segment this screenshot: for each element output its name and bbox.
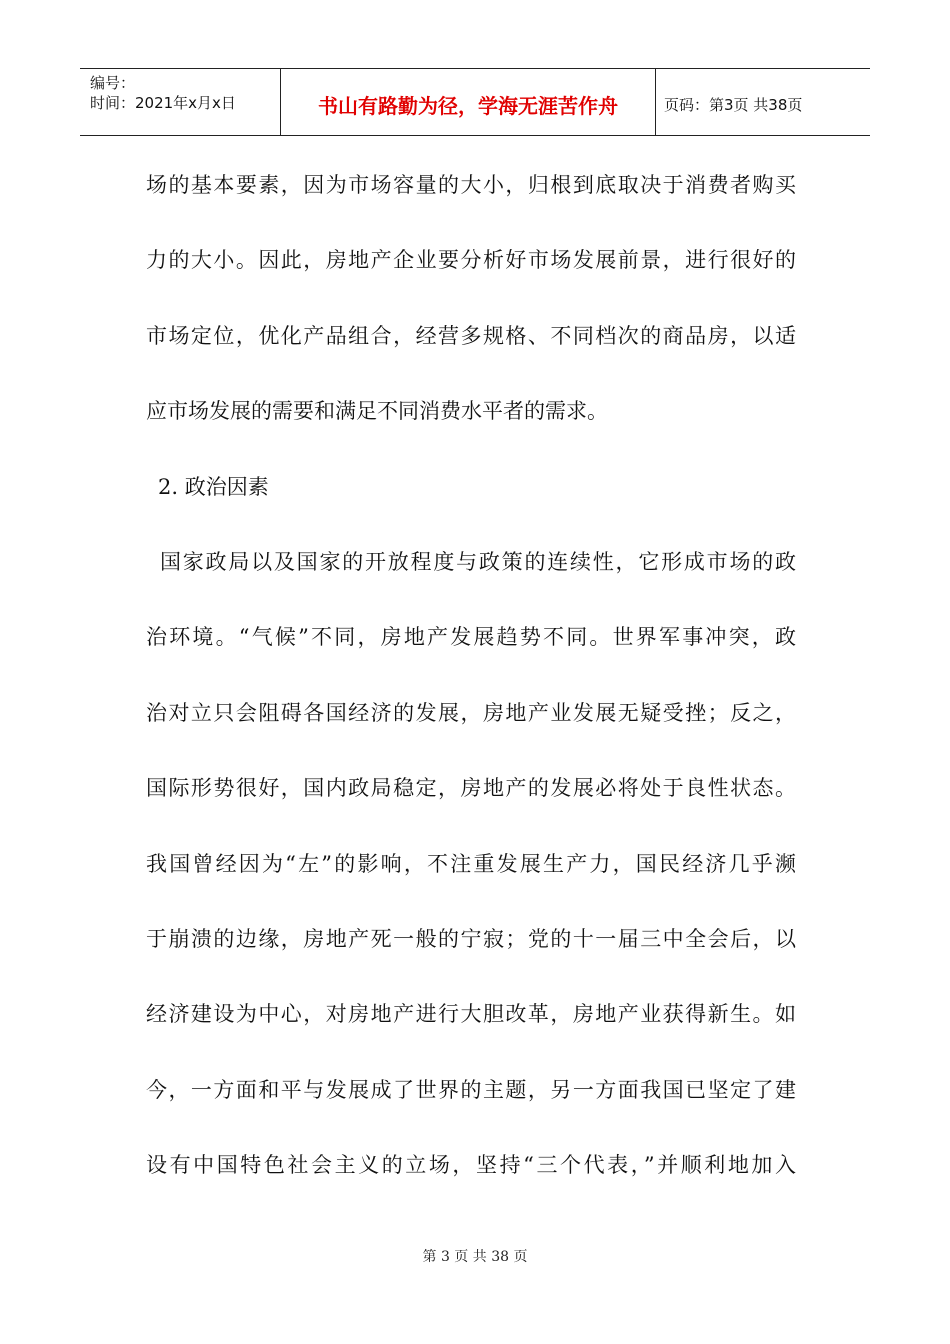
body-line: 国际形势很好，国内政局稳定，房地产的发展必将处于良性状态。 — [146, 776, 796, 801]
page-footer: 第 3 页 共 38 页 — [422, 1249, 528, 1265]
body-line: 国家政局以及国家的开放程度与政策的连续性，它形成市场的政 — [160, 549, 796, 574]
body-line: 设有中国特色社会主义的立场，坚持“三个代表，”并顺利地加入 — [146, 1153, 796, 1178]
body-line: 治环境。“气候”不同，房地产发展趋势不同。世界军事冲突，政 — [146, 625, 796, 650]
body-line: 市场定位，优化产品组合，经营多规格、不同档次的商品房，以适 — [146, 323, 796, 348]
document-body — [146, 148, 796, 1203]
body-line: 今，一方面和平与发展成了世界的主题，另一方面我国已坚定了建 — [146, 1077, 796, 1102]
body-line: 于崩溃的边缘，房地产死一般的宁寂；党的十一届三中全会后，以 — [146, 926, 796, 951]
section-heading: 2. 政治因素 — [158, 474, 269, 499]
header-motto: 书山有路勤为径，学海无涯苦作舟 — [281, 69, 656, 135]
body-line: 经济建设为中心，对房地产进行大胆改革，房地产业获得新生。如 — [146, 1002, 796, 1027]
body-line: 应市场发展的需要和满足不同消费水平者的需求。 — [146, 399, 608, 424]
body-line: 场的基本要素，因为市场容量的大小，归根到底取决于消费者购买 — [146, 173, 796, 197]
header-meta — [80, 69, 281, 135]
body-line: 治对立只会阻碍各国经济的发展，房地产业发展无疑受挫；反之， — [146, 700, 796, 725]
document-date-label: 时间：2021年x月x日 — [90, 94, 236, 112]
body-line: 力的大小。因此，房地产企业要分析好市场发展前景，进行很好的 — [146, 248, 796, 273]
document-number-label: 编号： — [90, 74, 136, 92]
page-header — [80, 68, 870, 136]
body-line: 我国曾经因为“左”的影响，不注重发展生产力，国民经济几乎濒 — [146, 851, 796, 876]
header-page-info: 页码：第3页 共38页 — [664, 95, 803, 114]
